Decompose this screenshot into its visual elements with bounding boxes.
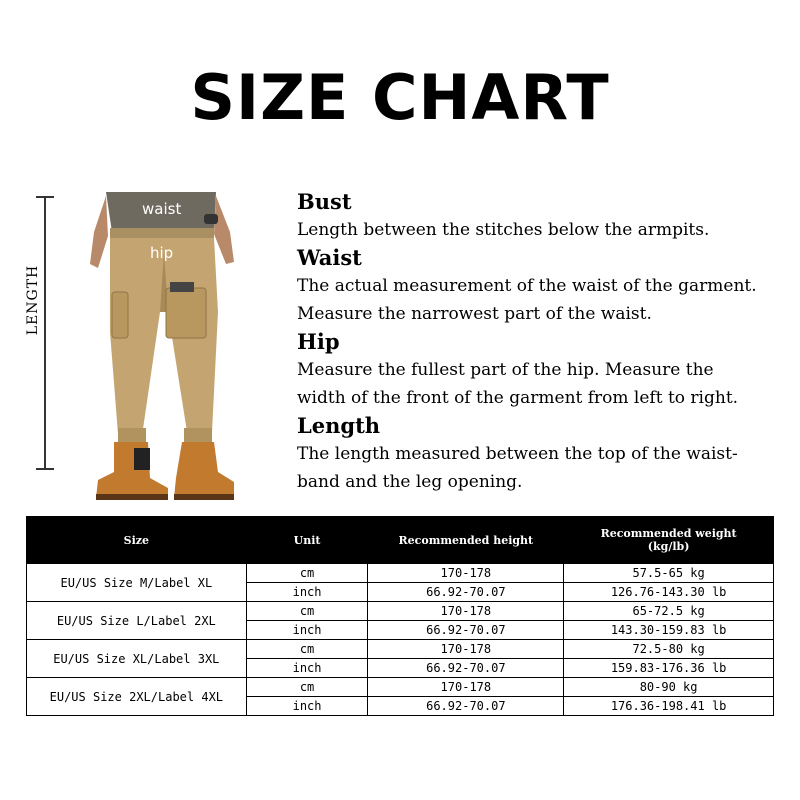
size-cell: EU/US Size 2XL/Label 4XL [27,678,247,716]
table-header-row [27,517,774,564]
size-cell: EU/US Size M/Label XL [27,564,247,602]
page-title: SIZE CHART [190,61,610,134]
length-line [44,196,46,470]
measurement-definitions [297,188,787,496]
waist-term: Waist [297,245,362,270]
weight-cell: 159.83-176.36 lb [564,659,774,678]
header-weight-line2: (kg/lb) [647,540,690,553]
length-term: Length [297,413,381,438]
length-label: LENGTH [25,264,41,336]
table-row [27,602,774,621]
weight-cell: 126.76-143.30 lb [564,583,774,602]
length-desc-line: The length measured between the top of the waist- [297,444,738,464]
size-cell: EU/US Size L/Label 2XL [27,602,247,640]
bust-desc-line: Length between the stitches below the armpits. [297,220,710,240]
height-cell: 170-178 [368,564,564,583]
hip-term: Hip [297,329,340,354]
height-cell: 66.92-70.07 [368,621,564,640]
height-cell: 170-178 [368,678,564,697]
header-size: Size [27,517,247,564]
hip-desc-line: Measure the fullest part of the hip. Measure the [297,360,714,380]
header-weight-line1: Recommended weight [600,527,737,540]
hip-desc-line: width of the front of the garment from left to right. [297,388,739,408]
unit-cell: cm [246,640,368,659]
table-row [27,678,774,697]
height-cell: 66.92-70.07 [368,583,564,602]
height-cell: 66.92-70.07 [368,697,564,716]
table-row [27,564,774,583]
header-height: Recommended height [368,517,564,564]
unit-cell: cm [246,564,368,583]
length-desc-line: band and the leg opening. [297,472,523,492]
unit-cell: inch [246,583,368,602]
unit-cell: inch [246,621,368,640]
weight-cell: 65-72.5 kg [564,602,774,621]
header-weight [564,517,774,564]
weight-cell: 80-90 kg [564,678,774,697]
model-figure [84,192,244,502]
unit-cell: cm [246,678,368,697]
waist-tag: waist [142,200,182,218]
height-cell: 66.92-70.07 [368,659,564,678]
table-row [27,640,774,659]
weight-cell: 176.36-198.41 lb [564,697,774,716]
size-cell: EU/US Size XL/Label 3XL [27,640,247,678]
unit-cell: inch [246,697,368,716]
waist-desc-line: Measure the narrowest part of the waist. [297,304,652,324]
height-cell: 170-178 [368,602,564,621]
weight-cell: 72.5-80 kg [564,640,774,659]
header-unit: Unit [246,517,368,564]
unit-cell: inch [246,659,368,678]
height-cell: 170-178 [368,640,564,659]
unit-cell: cm [246,602,368,621]
size-table [26,516,774,716]
weight-cell: 57.5-65 kg [564,564,774,583]
cargo-pants-illustration [84,192,244,502]
weight-cell: 143.30-159.83 lb [564,621,774,640]
length-bottom-cap [36,468,54,470]
hip-tag: hip [150,244,174,262]
waist-desc-line: The actual measurement of the waist of the garment. [297,276,757,296]
bust-term: Bust [297,189,352,214]
